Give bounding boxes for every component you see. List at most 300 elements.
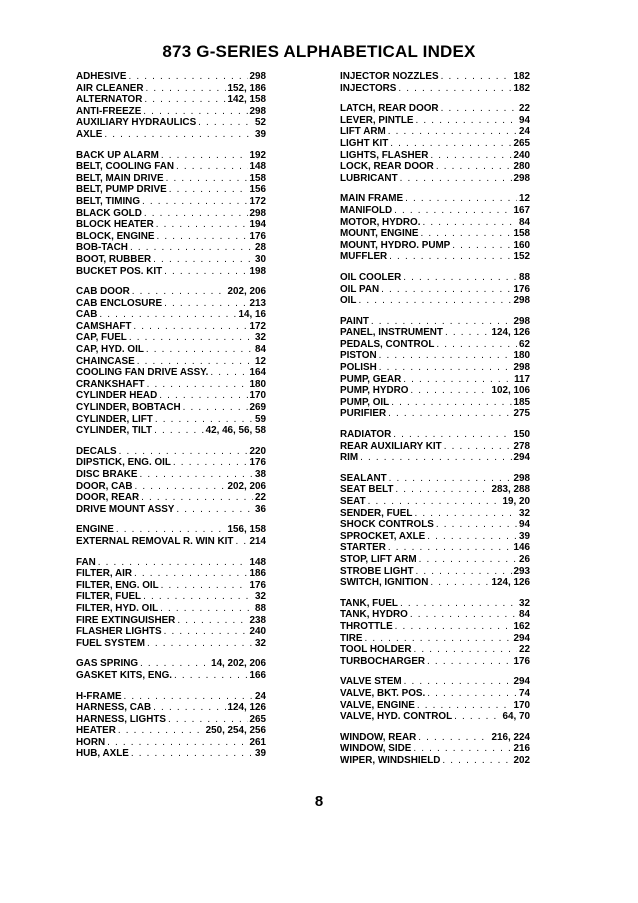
- index-entry: [76, 670, 266, 682]
- dot-leader: [98, 557, 248, 569]
- index-entry: [76, 71, 266, 83]
- dot-leader: [156, 231, 247, 243]
- dot-leader: [395, 484, 489, 496]
- index-entry-name: MOUNT, HYDRO. PUMP: [340, 239, 451, 251]
- index-entry: [340, 103, 530, 115]
- index-entry-pages: 32: [519, 597, 530, 609]
- dot-leader: [154, 425, 204, 437]
- index-entry: [76, 266, 266, 278]
- index-entry-name: STROBE LIGHT: [340, 565, 414, 577]
- index-entry: [76, 367, 266, 379]
- dot-leader: [442, 755, 511, 767]
- index-entry-name: HARNESS, LIGHTS: [76, 713, 166, 725]
- index-entry: [340, 350, 530, 362]
- index-entry-pages: 94: [519, 519, 530, 531]
- index-entry: [340, 374, 530, 386]
- dot-leader: [441, 71, 512, 83]
- index-entry: [76, 231, 266, 243]
- index-entry-name: TOOL HOLDER: [340, 644, 412, 656]
- index-entry: [340, 429, 530, 441]
- index-entry-name: OIL COOLER: [340, 271, 402, 283]
- index-entry-pages: 148: [249, 556, 266, 568]
- index-entry-name: BLOCK, ENGINE: [76, 230, 155, 242]
- dot-leader: [137, 356, 253, 368]
- dot-leader: [235, 536, 247, 548]
- index-entry: [340, 496, 530, 508]
- index-entry-pages: 298: [513, 315, 530, 327]
- index-entry-name: LIGHTS, FLASHER: [340, 149, 429, 161]
- index-entry-name: HUB, AXLE: [76, 748, 129, 760]
- index-entry: [340, 755, 530, 767]
- index-entry-name: SPROCKET, AXLE: [340, 530, 426, 542]
- dot-leader: [146, 344, 253, 356]
- index-entry-pages: 280: [513, 161, 530, 173]
- index-entry-pages: 294: [513, 632, 530, 644]
- dot-leader: [452, 240, 511, 252]
- index-entry-pages: 298: [513, 295, 530, 307]
- index-entry-name: DRIVE MOUNT ASSY: [76, 503, 175, 515]
- dot-leader: [410, 609, 517, 621]
- index-entry: [76, 580, 266, 592]
- index-entry-pages: 176: [249, 457, 266, 469]
- dot-leader: [159, 390, 247, 402]
- dot-leader: [176, 161, 248, 173]
- index-entry-name: CAP, FUEL: [76, 332, 127, 344]
- index-entry-name: ALTERNATOR: [76, 94, 143, 106]
- dot-leader: [381, 284, 511, 296]
- index-entry-pages: 275: [513, 408, 530, 420]
- dot-leader: [168, 714, 248, 726]
- index-entry-name: CAB DOOR: [76, 286, 130, 298]
- index-entry-pages: 182: [513, 71, 530, 82]
- index-entry-pages: 269: [249, 402, 266, 414]
- index-entry-name: DECALS: [76, 445, 117, 457]
- index-entry-pages: 238: [249, 614, 266, 626]
- index-entry: [76, 504, 266, 516]
- index-entry-pages: 298: [249, 71, 266, 82]
- index-letter-group: [76, 286, 266, 437]
- index-entry: [340, 339, 530, 351]
- index-entry: [76, 446, 266, 458]
- index-entry-pages: 294: [513, 452, 530, 464]
- dot-leader: [161, 580, 248, 592]
- dot-leader: [416, 566, 512, 578]
- dot-leader: [393, 429, 511, 441]
- dot-leader: [210, 367, 247, 379]
- index-entry-pages: 124, 126: [491, 327, 530, 339]
- index-entry: [340, 743, 530, 755]
- index-entry-name: RADIATOR: [340, 429, 392, 441]
- index-entry-pages: 298: [513, 362, 530, 374]
- index-entry-name: MAIN FRAME: [340, 193, 404, 205]
- dot-leader: [430, 577, 489, 589]
- dot-leader: [128, 71, 247, 83]
- index-entry-name: TURBOCHARGER: [340, 655, 426, 667]
- index-entry-name: PAINT: [340, 315, 369, 327]
- index-entry-pages: 293: [513, 565, 530, 577]
- index-entry-pages: 194: [249, 219, 266, 231]
- index-entry: [340, 150, 530, 162]
- index-entry: [340, 408, 530, 420]
- index-entry-pages: 176: [249, 230, 266, 242]
- index-entry-name: H-FRAME: [76, 690, 122, 702]
- index-entry-pages: 298: [513, 472, 530, 484]
- index-entry-pages: 142, 158: [227, 94, 266, 106]
- index-entry-name: MUFFLER: [340, 251, 388, 263]
- index-entry-name: PURIFIER: [340, 408, 387, 420]
- dot-leader: [441, 103, 517, 115]
- index-entry-pages: 124, 126: [491, 577, 530, 589]
- index-column-left: [76, 71, 266, 769]
- index-entry: [340, 531, 530, 543]
- index-entry-name: CYLINDER, BOBTACH: [76, 402, 181, 414]
- dot-leader: [390, 138, 511, 150]
- dot-leader: [389, 473, 512, 485]
- index-entry-name: WINDOW, REAR: [340, 731, 417, 743]
- dot-leader: [155, 414, 253, 426]
- index-entry-pages: 180: [249, 378, 266, 390]
- index-entry-name: FILTER, AIR: [76, 568, 132, 580]
- index-entry: [340, 385, 530, 397]
- index-entry: [340, 519, 530, 531]
- index-entry: [76, 714, 266, 726]
- index-entry-pages: 172: [249, 195, 266, 207]
- index-entry-name: AXLE: [76, 128, 103, 140]
- index-entry-name: THROTTLE: [340, 620, 393, 632]
- index-entry-name: FIRE EXTINGUISHER: [76, 614, 176, 626]
- index-entry: [340, 676, 530, 688]
- index-entry: [76, 702, 266, 714]
- index-entry-pages: 160: [513, 239, 530, 251]
- index-entry: [340, 633, 530, 645]
- dot-leader: [124, 691, 253, 703]
- index-entry-pages: 88: [519, 271, 530, 283]
- index-entry: [76, 615, 266, 627]
- index-entry: [340, 441, 530, 453]
- index-entry-name: PANEL, INSTRUMENT: [340, 327, 443, 339]
- index-entry-name: OIL: [340, 295, 357, 307]
- index-entry-name: TIRE: [340, 632, 363, 644]
- index-entry-name: ANTI-FREEZE: [76, 105, 142, 117]
- index-entry-pages: 166: [249, 669, 266, 681]
- index-entry-name: LEVER, PINTLE: [340, 114, 414, 126]
- index-entry-pages: 298: [513, 172, 530, 184]
- index-entry: [76, 524, 266, 536]
- index-entry: [76, 603, 266, 615]
- index-entry-pages: 214: [249, 535, 266, 547]
- index-letter-group: [340, 598, 530, 668]
- dot-leader: [164, 626, 248, 638]
- index-entry-pages: 265: [513, 137, 530, 149]
- index-entry: [76, 242, 266, 254]
- index-entry: [76, 658, 266, 670]
- index-entry-name: AUXILIARY HYDRAULICS: [76, 117, 197, 129]
- dot-leader: [430, 150, 511, 162]
- index-entry-pages: 185: [513, 396, 530, 408]
- dot-leader: [358, 295, 511, 307]
- index-entry-name: FAN: [76, 556, 96, 568]
- index-entry-name: SEAT: [340, 496, 366, 507]
- index-entry-name: DOOR, CAB: [76, 480, 133, 492]
- dot-leader: [414, 644, 518, 656]
- index-entry-pages: 156, 158: [227, 524, 266, 536]
- index-letter-group: [340, 676, 530, 722]
- index-entry: [340, 656, 530, 668]
- dot-leader: [135, 481, 226, 493]
- dot-leader: [129, 332, 253, 344]
- dot-leader: [414, 508, 517, 520]
- index-entry: [340, 316, 530, 328]
- index-entry-pages: 158: [249, 172, 266, 184]
- dot-leader: [404, 676, 512, 688]
- index-entry-pages: 19, 20: [502, 496, 530, 507]
- index-entry-pages: 162: [513, 620, 530, 632]
- dot-leader: [176, 504, 253, 516]
- index-entry-pages: 186: [249, 568, 266, 580]
- index-entry: [76, 83, 266, 95]
- dot-leader: [144, 208, 248, 220]
- dot-leader: [153, 254, 253, 266]
- index-entry-pages: 180: [513, 350, 530, 362]
- dot-leader: [388, 408, 511, 420]
- index-entry-pages: 176: [513, 283, 530, 295]
- dot-leader: [420, 228, 511, 240]
- dot-leader: [395, 621, 512, 633]
- index-entry: [76, 557, 266, 569]
- index-entry: [76, 94, 266, 106]
- index-entry-pages: 216: [513, 743, 530, 755]
- index-entry-name: FLASHER LIGHTS: [76, 626, 162, 638]
- dot-leader: [177, 615, 247, 627]
- index-letter-group: [340, 473, 530, 589]
- dot-leader: [104, 129, 253, 141]
- index-entry: [340, 217, 530, 229]
- index-letter-group: [76, 557, 266, 650]
- index-entry-name: GAS SPRING: [76, 658, 139, 670]
- dot-leader: [131, 748, 253, 760]
- index-entry-pages: 156: [249, 184, 266, 196]
- index-entry-name: VALVE STEM: [340, 676, 402, 688]
- index-entry-name: BELT, TIMING: [76, 195, 140, 207]
- dot-leader: [116, 524, 226, 536]
- index-entry-pages: 150: [513, 429, 530, 441]
- index-entry-name: INJECTOR NOZZLES: [340, 71, 439, 82]
- index-entry: [76, 748, 266, 760]
- index-entry-pages: 283, 288: [491, 484, 530, 496]
- index-entry: [76, 184, 266, 196]
- index-entry: [76, 106, 266, 118]
- index-entry-name: HARNESS, CAB: [76, 702, 152, 714]
- index-entry-name: CAB ENCLOSURE: [76, 297, 163, 309]
- index-entry-pages: 240: [249, 626, 266, 638]
- dot-leader: [436, 519, 517, 531]
- index-entry: [76, 332, 266, 344]
- index-entry: [340, 115, 530, 127]
- index-entry-name: REAR AUXILIARY KIT: [340, 440, 442, 452]
- index-entry: [340, 566, 530, 578]
- index-entry-pages: 167: [513, 204, 530, 216]
- index-entry: [76, 208, 266, 220]
- index-entry: [340, 193, 530, 205]
- dot-leader: [147, 379, 248, 391]
- index-entry-pages: 22: [255, 492, 266, 504]
- index-entry: [340, 284, 530, 296]
- index-entry: [340, 484, 530, 496]
- dot-leader: [391, 397, 511, 409]
- index-letter-group: [76, 71, 266, 141]
- index-entry: [76, 568, 266, 580]
- dot-leader: [398, 83, 511, 95]
- index-entry: [340, 228, 530, 240]
- page-number: 8: [314, 793, 324, 810]
- index-entry-pages: 152: [513, 251, 530, 263]
- index-letter-group: [76, 524, 266, 547]
- index-entry-pages: 261: [249, 736, 266, 748]
- dot-leader: [403, 272, 517, 284]
- index-entry-name: PISTON: [340, 350, 377, 362]
- index-entry: [76, 591, 266, 603]
- index-letter-group: [76, 658, 266, 681]
- dot-leader: [436, 161, 512, 173]
- index-entry-pages: 74: [519, 687, 530, 699]
- dot-leader: [164, 266, 247, 278]
- index-entry: [340, 711, 530, 723]
- index-entry-pages: 12: [519, 193, 530, 205]
- index-entry-name: DISC BRAKE: [76, 469, 138, 480]
- index-entry-pages: 170: [513, 699, 530, 711]
- index-entry-pages: 84: [255, 344, 266, 356]
- index-entry-name: BELT, COOLING FAN: [76, 161, 175, 173]
- dot-leader: [132, 286, 226, 298]
- index-entry-name: BELT, MAIN DRIVE: [76, 172, 164, 184]
- index-entry: [340, 327, 530, 339]
- dot-leader: [173, 457, 248, 469]
- index-entry: [76, 425, 266, 437]
- dot-leader: [99, 309, 236, 321]
- index-entry-pages: 213: [249, 297, 266, 309]
- index-entry-pages: 172: [249, 320, 266, 332]
- dot-leader: [139, 469, 253, 481]
- index-entry-pages: 170: [249, 390, 266, 402]
- index-entry: [76, 219, 266, 231]
- dot-leader: [422, 217, 517, 229]
- index-column-right: [340, 71, 530, 775]
- index-entry: [340, 473, 530, 485]
- index-entry-pages: 12: [255, 355, 266, 367]
- index-entry: [76, 481, 266, 493]
- index-entry: [76, 725, 266, 737]
- index-entry-name: LATCH, REAR DOOR: [340, 103, 439, 115]
- index-entry-pages: 152, 186: [227, 82, 266, 94]
- dot-leader: [444, 441, 512, 453]
- index-entry-pages: 176: [249, 579, 266, 591]
- index-entry-pages: 216, 224: [491, 731, 530, 743]
- index-entry-pages: 52: [255, 117, 266, 129]
- index-entry-pages: 39: [255, 128, 266, 140]
- index-entry-pages: 250, 254, 256: [205, 725, 266, 737]
- dot-leader: [169, 184, 248, 196]
- dot-leader: [147, 638, 253, 650]
- index-entry-pages: 38: [255, 469, 266, 480]
- index-letter-group: [76, 150, 266, 278]
- index-entry: [76, 321, 266, 333]
- index-entry: [340, 688, 530, 700]
- index-entry-pages: 176: [513, 655, 530, 667]
- dot-leader: [134, 568, 248, 580]
- dot-leader: [427, 531, 517, 543]
- index-entry-name: LIFT ARM: [340, 126, 386, 138]
- index-entry-name: AIR CLEANER: [76, 82, 144, 94]
- index-letter-group: [76, 691, 266, 761]
- index-entry-name: POLISH: [340, 362, 377, 374]
- index-entry: [76, 379, 266, 391]
- index-entry: [76, 298, 266, 310]
- dot-leader: [143, 591, 253, 603]
- index-entry-name: BLOCK HEATER: [76, 219, 154, 231]
- index-entry: [340, 554, 530, 566]
- index-entry-name: FILTER, FUEL: [76, 591, 142, 603]
- index-entry-pages: 298: [249, 105, 266, 117]
- dot-leader: [145, 83, 225, 95]
- index-entry-name: SEAT BELT: [340, 484, 394, 496]
- index-entry: [340, 272, 530, 284]
- index-entry: [76, 161, 266, 173]
- index-entry-pages: 164: [249, 367, 266, 379]
- dot-leader: [419, 554, 517, 566]
- dot-leader: [410, 385, 489, 397]
- index-entry-pages: 220: [249, 445, 266, 457]
- index-entry-name: MOTOR, HYDRO.: [340, 216, 421, 228]
- index-letter-group: [340, 71, 530, 94]
- index-letter-group: [340, 316, 530, 420]
- index-entry: [76, 286, 266, 298]
- dot-leader: [142, 196, 248, 208]
- index-entry-pages: 265: [249, 713, 266, 725]
- index-letter-group: [340, 193, 530, 263]
- index-entry-pages: 117: [514, 373, 530, 385]
- index-entry-name: CYLINDER, LIFT: [76, 413, 153, 425]
- index-entry: [340, 71, 530, 83]
- index-entry-pages: 26: [519, 553, 530, 565]
- index-entry-pages: 182: [513, 82, 530, 94]
- index-entry: [76, 737, 266, 749]
- index-entry-name: BLACK GOLD: [76, 207, 142, 219]
- index-entry-pages: 240: [513, 149, 530, 161]
- dot-leader: [403, 374, 512, 386]
- dot-leader: [427, 688, 517, 700]
- index-entry: [76, 414, 266, 426]
- index-entry-name: DOOR, REAR: [76, 492, 140, 504]
- index-entry: [340, 644, 530, 656]
- index-entry-name: TANK, FUEL: [340, 597, 398, 609]
- index-entry-name: PUMP, OIL: [340, 396, 390, 408]
- dot-leader: [400, 173, 512, 185]
- dot-leader: [445, 327, 490, 339]
- dot-leader: [161, 150, 248, 162]
- index-entry: [76, 457, 266, 469]
- index-entry-name: GASKET KITS, ENG.: [76, 669, 173, 681]
- index-entry: [340, 621, 530, 633]
- index-entry: [340, 251, 530, 263]
- dot-leader: [427, 656, 511, 668]
- index-entry-pages: 192: [249, 149, 266, 161]
- dot-leader: [144, 94, 225, 106]
- index-entry-pages: 202, 206: [227, 480, 266, 492]
- index-entry-pages: 22: [519, 644, 530, 656]
- index-entry-name: COOLING FAN DRIVE ASSY.: [76, 367, 209, 379]
- index-entry: [340, 452, 530, 464]
- dot-leader: [368, 496, 501, 508]
